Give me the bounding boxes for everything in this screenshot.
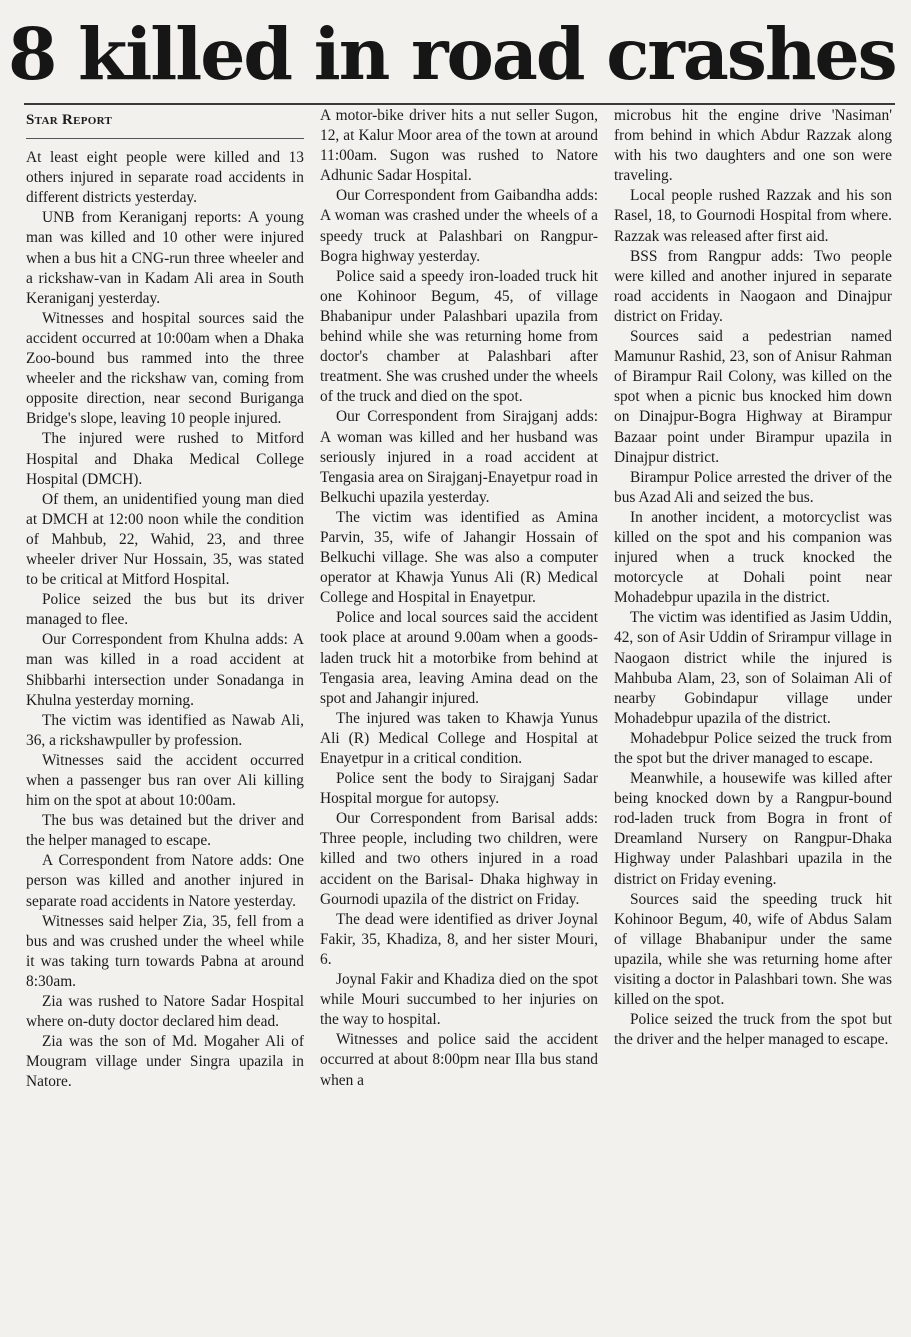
article-paragraph: Meanwhile, a housewife was killed after being knocked down by a Rangpur-bound rod-laden truck from Bogra in front of Dreamland Nursery on Rangpur-Dhaka Highway under Palashbari upazila in the district on Friday evening. <box>614 770 892 888</box>
article-paragraph: Sources said the speeding truck hit Kohinoor Begum, 40, wife of Abdus Salam of village Bhabanipur under the same upazila, while she was returning home after visiting a doctor in Palashbari town. She was killed on the spot. <box>614 890 892 1009</box>
byline-rule <box>26 138 304 139</box>
article-paragraph: The injured were rushed to Mitford Hospital and Dhaka Medical College Hospital (DMCH). <box>26 430 304 488</box>
article-paragraph: Birampur Police arrested the driver of the bus Azad Ali and seized the bus. <box>614 468 892 506</box>
article-paragraph: The bus was detained but the driver and the helper managed to escape. <box>26 812 304 850</box>
article-paragraph: Zia was the son of Md. Mogaher Ali of Mougram village under Singra upazila in Natore. <box>26 1033 304 1091</box>
article-paragraph: Our Correspondent from Khulna adds: A man was killed in a road accident at Shibbarhi intersection under Sonadanga in Khulna yesterday morning. <box>26 631 304 709</box>
article-paragraph: Police sent the body to Sirajganj Sadar Hospital morgue for autopsy. <box>320 770 598 808</box>
article-paragraph: Witnesses and police said the accident occurred at about 8:00pm near Illa bus stand when a <box>320 1031 598 1089</box>
article-column-1 <box>26 106 304 1093</box>
article-paragraph: UNB from Keraniganj reports: A young man was killed and 10 other were injured when a bus hit a CNG-run three wheeler and a rickshaw-van in Kadam Ali area in South Keraniganj yesterday. <box>26 209 304 307</box>
article-paragraph: BSS from Rangpur adds: Two people were killed and another injured in separate road accidents in Naogaon and Dinajpur district on Friday. <box>614 247 892 325</box>
article-paragraph: Local people rushed Razzak and his son Rasel, 18, to Gournodi Hospital from where. Razzak was released after first aid. <box>614 187 892 245</box>
headline-rule <box>24 103 895 105</box>
article-paragraph: A Correspondent from Natore adds: One person was killed and another injured in separate road accidents in Natore yesterday. <box>26 852 304 910</box>
article-paragraph: The injured was taken to Khawja Yunus Ali (R) Medical College and Hospital at Enayetpur in a critical condition. <box>320 709 598 767</box>
headline: 8 killed in road crashes <box>8 12 896 96</box>
article-paragraph: Police seized the bus but its driver managed to flee. <box>26 591 304 629</box>
article-paragraph: Witnesses and hospital sources said the accident occurred at 10:00am when a Dhaka Zoo-bound bus rammed into the three wheeler and the rickshaw van, coming from opposite direction, near second Buriganga Bridge's slope, leaving 10 people injured. <box>26 309 304 428</box>
article-paragraph: The victim was identified as Amina Parvin, 35, wife of Jahangir Hossain of Belkuchi village. She was also a computer operator at Khawja Yunus Ali (R) Medical College and Hospital in Enayetpur. <box>320 508 598 607</box>
article-paragraph: Police said a speedy iron-loaded truck hit one Kohinoor Begum, 45, of village Bhabanipur under Palashbari upazila from behind while she was returning home from doctor's chamber at Palashbari after treatment. She was crushed under the wheels of the truck and died on the spot. <box>320 267 598 406</box>
article-column-2 <box>320 106 598 1091</box>
article-paragraph: Mohadebpur Police seized the truck from the spot but the driver managed to escape. <box>614 729 892 767</box>
article-paragraph: Our Correspondent from Barisal adds: Three people, including two children, were killed and two others injured in a road accident on the Barisal- Dhaka highway in Gournodi upazila of the district on Friday. <box>320 810 598 908</box>
article-paragraph: The victim was identified as Nawab Ali, 36, a rickshawpuller by profession. <box>26 711 304 749</box>
article-paragraph: A motor-bike driver hits a nut seller Sugon, 12, at Kalur Moor area of the town at around 11:00am. Sugon was rushed to Natore Adhunic Sadar Hospital. <box>320 107 598 185</box>
article-paragraph: Police and local sources said the accident took place at around 9.00am when a goods-laden truck hit a motorbike from behind at Tengasia area, leaving Amina dead on the spot and Jahangir injured. <box>320 609 598 707</box>
article-paragraph: Police seized the truck from the spot but the driver and the helper managed to escape. <box>614 1011 892 1049</box>
article-paragraph: Our Correspondent from Sirajganj adds: A woman was killed and her husband was seriously injured in a road accident at Tengasia area on Sirajganj-Enayetpur road in Belkuchi upazila yesterday. <box>320 408 598 506</box>
byline: Star Report <box>26 112 113 128</box>
article-paragraph: microbus hit the engine drive 'Nasiman' from behind in which Abdur Razzak along with his two daughters and one son were traveling. <box>614 107 892 185</box>
article-paragraph: Of them, an unidentified young man died at DMCH at 12:00 noon while the condition of Mahbub, 22, Wahid, 23, and three wheeler driver Nur Hossain, 35, was stated to be critical at Mitford Hospital. <box>26 490 304 589</box>
article-paragraph: Witnesses said the accident occurred when a passenger bus ran over Ali killing him on the spot at about 10:00am. <box>26 751 304 810</box>
article-paragraph: Witnesses said helper Zia, 35, fell from a bus and was crushed under the wheel while it was taking turn towards Pabna at around 8:30am. <box>26 912 304 990</box>
article-paragraph: Our Correspondent from Gaibandha adds: A woman was crashed under the wheels of a speedy truck at Palashbari on Rangpur-Bogra highway yesterday. <box>320 187 598 265</box>
article-column-3 <box>614 106 892 1050</box>
article-paragraph: The dead were identified as driver Joynal Fakir, 35, Khadiza, 8, and her sister Mouri, 6. <box>320 910 598 968</box>
article-paragraph: The victim was identified as Jasim Uddin, 42, son of Asir Uddin of Srirampur village in Naogaon district while the injured is Mahbuba Alam, 23, son of Solaiman Ali of nearby Gobindapur village under Mohadebpur upazila of the district. <box>614 609 892 727</box>
article-paragraph: Sources said a pedestrian named Mamunur Rashid, 23, son of Anisur Rahman of Birampur Rail Colony, was killed on the spot when a picnic bus knocked him down on Dinajpur-Bogra Highway at Birampur Bazaar point under Birampur upazila in Dinajpur district. <box>614 328 892 466</box>
article-paragraph: Zia was rushed to Natore Sadar Hospital where on-duty doctor declared him dead. <box>26 993 304 1031</box>
article-paragraph: In another incident, a motorcyclist was killed on the spot and his companion was injured when a truck knocked the motorcycle at Dohali point near Mohadebpur upazila in the district. <box>614 508 892 607</box>
article-paragraph: At least eight people were killed and 13 others injured in separate road accidents in different districts yesterday. <box>26 149 304 207</box>
article-paragraph: Joynal Fakir and Khadiza died on the spot while Mouri succumbed to her injuries on the way to hospital. <box>320 971 598 1029</box>
